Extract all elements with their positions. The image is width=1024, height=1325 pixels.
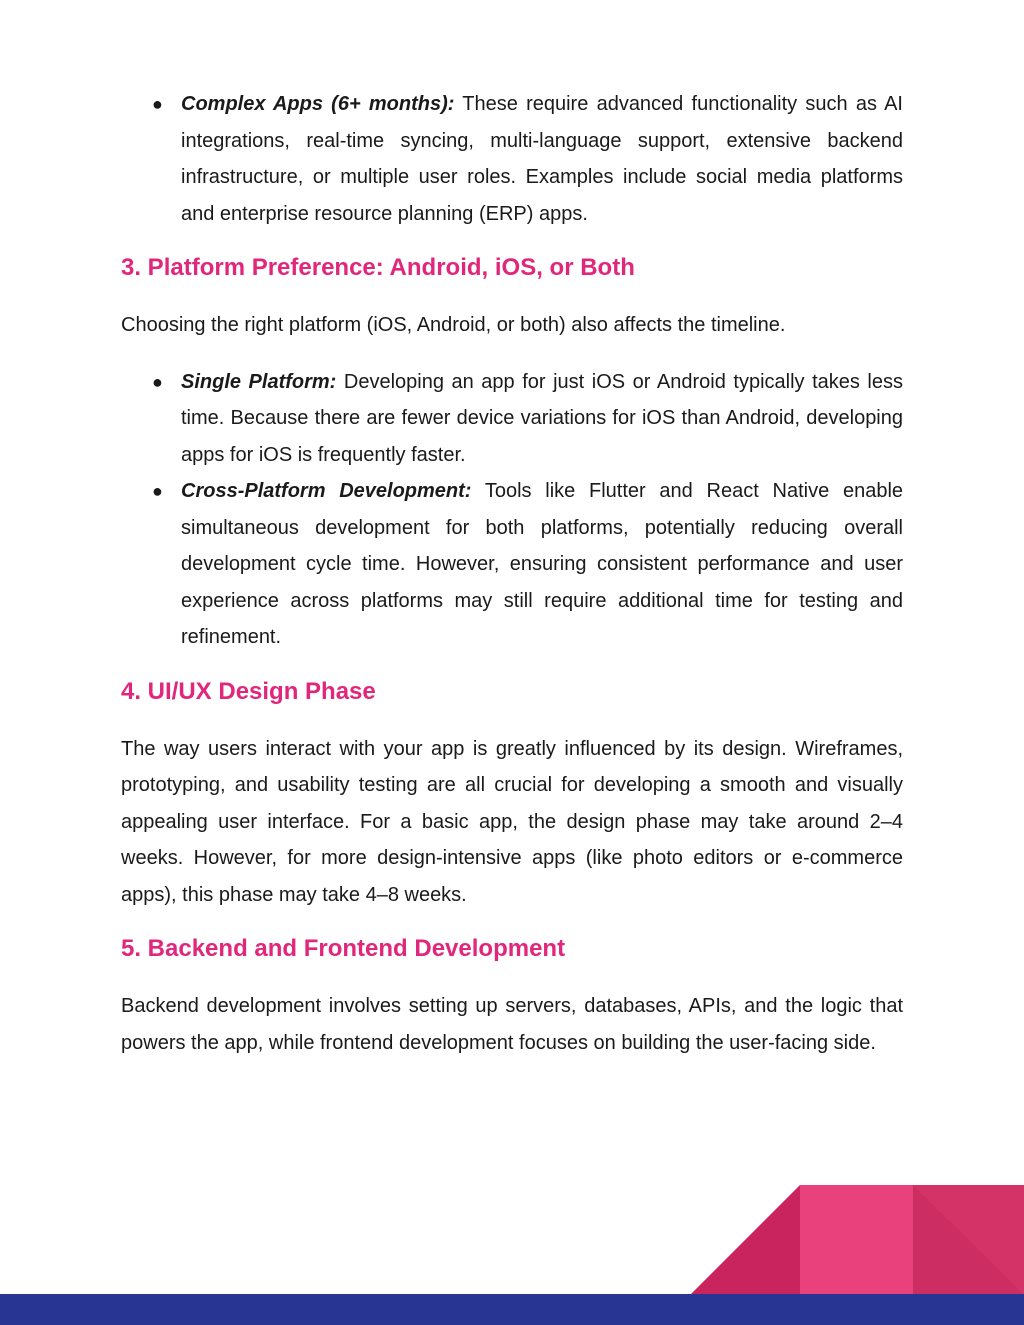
- bullet-text: Developing an app for just iOS or Android typically takes less time. Because there are fewer device variations for iOS than Android, developing apps for iOS is frequently faster.: [181, 370, 903, 466]
- bullet-text: These require advanced functionality such as AI integrations, real-time syncing, multi-language support, extensive backend infrastructure, or multiple user roles. Examples include social media platforms and enterprise resource planning (ERP) apps.: [181, 93, 903, 225]
- page-content: [121, 86, 903, 1061]
- section-heading-development: 5. Backend and Frontend Development: [121, 935, 566, 962]
- list-item: [121, 364, 903, 474]
- development-body: Backend development involves setting up servers, databases, APIs, and the logic that powers the app, while frontend development focuses on building the user-facing side.: [121, 995, 903, 1054]
- bullet-term: Single Platform:: [181, 370, 337, 393]
- decorative-corner-graphic: [690, 1185, 1024, 1295]
- footer-bar: [0, 1294, 1024, 1325]
- bullet-text: Tools like Flutter and React Native enable simultaneous development for both platforms, potentially reducing overall development cycle time. However, ensuring consistent performance and user experience across platforms may still require additional time for testing and refinement.: [181, 480, 904, 648]
- complex-apps-list: [121, 86, 903, 232]
- platform-list: [121, 364, 903, 656]
- design-body: The way users interact with your app is greatly influenced by its design. Wireframes, prototyping, and usability testing are all crucial for developing a smooth and visually appealing user interface. For a basic app, the design phase may take around 2–4 weeks. However, for more design-intensive apps (like photo editors or e-commerce apps), this phase may take 4–8 weeks.: [121, 737, 903, 906]
- bullet-term: Complex Apps (6+ months):: [181, 93, 455, 115]
- list-item: [121, 473, 903, 656]
- corner-triangle-left: [690, 1185, 800, 1295]
- list-item: [121, 86, 903, 232]
- corner-block-middle: [800, 1185, 913, 1295]
- section-heading-platform: 3. Platform Preference: Android, iOS, or Both: [121, 254, 635, 281]
- bullet-icon: ●: [152, 371, 163, 392]
- section-heading-design: 4. UI/UX Design Phase: [121, 677, 376, 705]
- bullet-icon: ●: [152, 94, 163, 114]
- bullet-term: Cross-Platform Development:: [181, 480, 472, 502]
- platform-intro: Choosing the right platform (iOS, Android, or both) also affects the timeline.: [121, 314, 786, 336]
- bullet-icon: ●: [152, 481, 163, 501]
